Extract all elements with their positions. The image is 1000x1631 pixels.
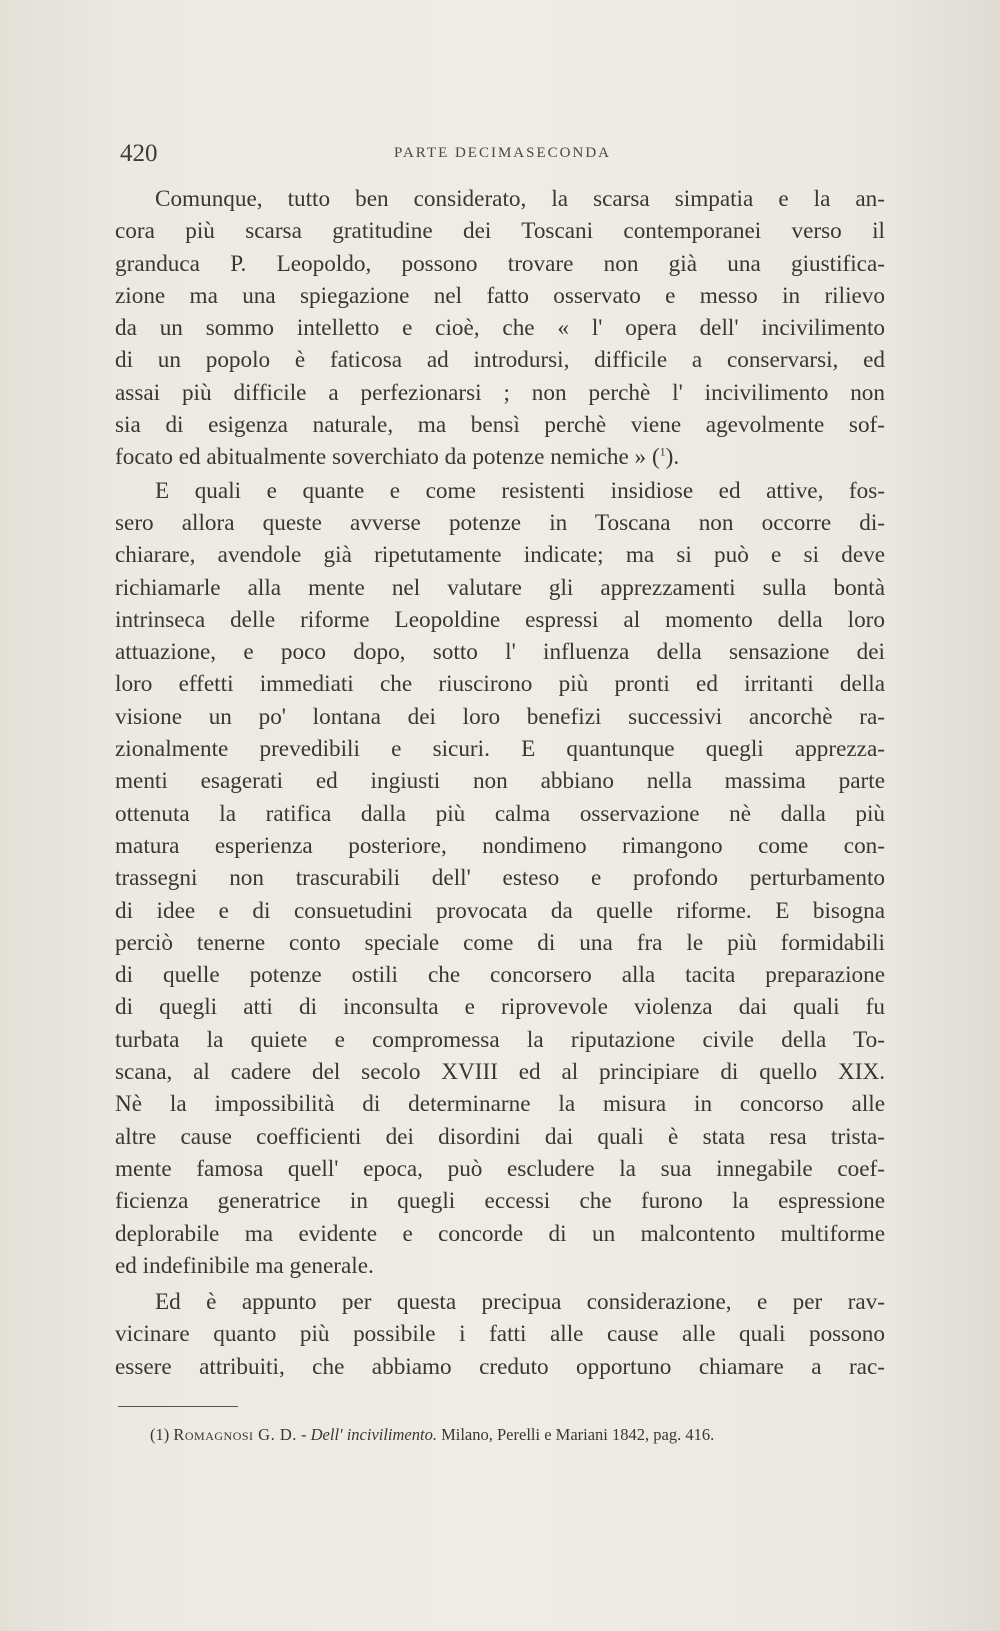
footnote-reference: 1 xyxy=(659,444,666,459)
text-line: ed indefinibile ma generale. xyxy=(115,1252,374,1279)
text-fragment: focato ed abitualmente soverchiato da potenze nemiche » ( xyxy=(115,444,660,471)
paragraph xyxy=(115,475,885,1282)
text-line: perciò tenerne conto speciale come di una fra le più formidabili xyxy=(115,929,885,956)
footnote xyxy=(150,1425,890,1445)
text-line: sia di esigenza naturale, ma bensì perchè viene agevolmente sof- xyxy=(115,412,885,439)
body-text xyxy=(115,183,885,1383)
text-line: cora più scarsa gratitudine dei Toscani contemporanei verso il xyxy=(115,218,885,245)
text-line: intrinseca delle riforme Leopoldine espressi al momento della loro xyxy=(115,606,885,633)
text-line: Comunque, tutto ben considerato, la scarsa simpatia e la an- xyxy=(155,186,885,212)
text-line: richiamarle alla mente nel valutare gli apprezzamenti sulla bontà xyxy=(115,574,885,601)
text-line: loro effetti immediati che riuscirono più pronti ed irritanti della xyxy=(115,671,885,698)
text-line: Nè la impossibilità di determinarne la misura in concorso alle xyxy=(115,1091,885,1118)
text-line: menti esagerati ed ingiusti non abbiano nella massima parte xyxy=(115,768,885,795)
text-line: E quali e quante e come resistenti insidiose ed attive, fos- xyxy=(155,477,885,504)
page-header xyxy=(120,140,885,174)
running-head: PARTE DECIMASECONDA xyxy=(394,145,611,161)
text-line: ficienza generatrice in quegli eccessi che furono la espressione xyxy=(115,1188,885,1215)
text-line: deplorabile ma evidente e concorde di un malcontento multiforme xyxy=(115,1220,885,1247)
text-line: attuazione, e poco dopo, sotto l' influenza della sensazione dei xyxy=(115,639,885,666)
footnote-publisher: Milano, Perelli e Mariani 1842, pag. 416. xyxy=(436,1425,715,1444)
text-line: altre cause coefficienti dei disordini dai quali è stata resa trista- xyxy=(115,1123,885,1150)
footnote-title: Dell' incivilimento. xyxy=(310,1425,437,1444)
paragraph xyxy=(115,183,885,474)
text-line: da un sommo intelletto e cioè, che « l' opera dell' incivilimento xyxy=(115,315,885,342)
text-line: scana, al cadere del secolo XVIII ed al principiare di quello XIX. xyxy=(115,1059,885,1086)
text-line: zionalmente prevedibili e sicuri. E quantunque quegli apprezza- xyxy=(115,736,885,763)
text-line: assai più difficile a perfezionarsi ; non perchè l' incivilimento non xyxy=(115,379,885,406)
text-line: zione ma una spiegazione nel fatto osservato e messo in rilievo xyxy=(115,282,885,309)
page-number: 420 xyxy=(120,140,158,167)
text-line: mente famosa quell' epoca, può escludere la sua innegabile coef- xyxy=(115,1155,885,1182)
text-line: di idee e di consuetudini provocata da quelle riforme. E bisogna xyxy=(115,897,885,924)
text-line: matura esperienza posteriore, nondimeno rimangono come con- xyxy=(115,832,885,859)
text-line: visione un po' lontana dei loro benefizi successivi ancorchè ra- xyxy=(115,703,885,730)
text-line: turbata la quiete e compromessa la riputazione civile della To- xyxy=(115,1026,885,1053)
text-line: trassegni non trascurabili dell' esteso e profondo perturbamento xyxy=(115,865,885,892)
text-line: di un popolo è faticosa ad introdursi, difficile a conservarsi, ed xyxy=(115,347,885,374)
footnote-author: Romagnosi G. D. xyxy=(173,1425,297,1444)
text-line xyxy=(115,441,885,473)
paragraph xyxy=(115,1286,885,1383)
text-line: di quegli atti di inconsulta e riprovevole violenza dai quali fu xyxy=(115,994,885,1021)
text-line: chiarare, avendole già ripetutamente indicate; ma si può e si deve xyxy=(115,542,885,569)
footnote-separator: - xyxy=(296,1425,311,1444)
text-line: essere attribuiti, che abbiamo creduto opportuno chiamare a rac- xyxy=(115,1353,885,1380)
text-line: di quelle potenze ostili che concorsero alla tacita preparazione xyxy=(115,962,885,989)
footnote-divider xyxy=(118,1406,238,1407)
text-line: granduca P. Leopoldo, possono trovare non già una giustifica- xyxy=(115,250,885,277)
footnote-marker: (1) xyxy=(150,1425,170,1444)
text-line: Ed è appunto per questa precipua considerazione, e per rav- xyxy=(155,1289,885,1316)
text-line: vicinare quanto più possibile i fatti alle cause alle quali possono xyxy=(115,1321,885,1348)
text-line: ottenuta la ratifica dalla più calma osservazione nè dalla più xyxy=(115,800,885,827)
text-fragment: ). xyxy=(665,444,680,471)
text-line: sero allora queste avverse potenze in Toscana non occorre di- xyxy=(115,509,885,536)
